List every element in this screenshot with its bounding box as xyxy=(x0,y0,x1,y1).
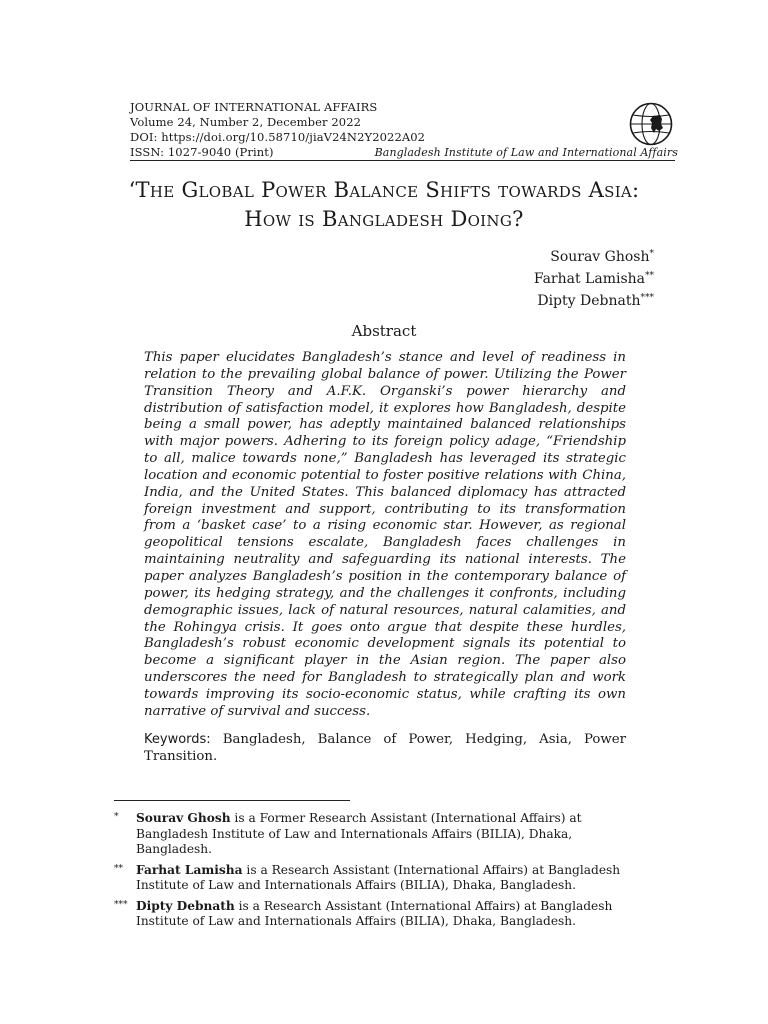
author-list xyxy=(534,246,654,312)
abstract-text: This paper elucidates Bangladesh’s stance and level of readiness in relation to the prevailing global balance of power. Utilizing the Power Transition Theory and A.F.K. Organski’s power hierarchy and distribution of satisfaction model, it explores how Bangladesh, despite being a small power, has adeptly maintained balanced relationships with major powers. Adhering to its foreign policy adage, “Friendship to all, malice towards none,” Bangladesh has leveraged its strategic location and economic potential to foster positive relations with China, India, and the United States. This balanced diplomacy has attracted foreign investment and support, contributing to its transformation from a ‘basket case’ to a rising economic star. However, as regional geopolitical tensions escalate, Bangladesh faces challenges in maintaining neutrality and safeguarding its national interests. The paper analyzes Bangladesh’s position in the contemporary balance of power, its hedging strategy, and the challenges it confronts, including demographic issues, lack of natural resources, natural calamities, and the Rohingya crisis. It goes onto argue that despite these hurdles, Bangladesh’s robust economic development signals its potential to become a significant player in the Asian region. The paper also underscores the need for Bangladesh to strategically plan and work towards improving its socio-economic status, while crafting its own narrative of survival and success. xyxy=(144,350,626,719)
author: Farhat Lamisha** xyxy=(533,271,654,287)
paper-title xyxy=(100,176,668,234)
keywords-label: Keywords: xyxy=(144,732,211,747)
footnote-mark: ** xyxy=(114,863,123,874)
author: Sourav Ghosh* xyxy=(550,249,654,265)
footnote: * Sourav Ghosh is a Former Research Assistant (International Affairs) at Bangladesh Institute of Law and Internationals Affairs (BILIA), Dhaka, Bangladesh. xyxy=(114,811,582,856)
footnote: ** Farhat Lamisha is a Research Assistant (International Affairs) at Bangladesh Institute of Law and Internationals Affairs (BILIA), Dhaka, Bangladesh. xyxy=(114,862,621,892)
journal-header xyxy=(130,100,678,160)
globe-bangladesh-logo-icon xyxy=(629,102,673,146)
abstract-heading: Abstract xyxy=(351,322,417,340)
paper-title-line-1: ‘The Global Power Balance Shifts towards Asia: xyxy=(128,178,640,202)
journal-name: JOURNAL OF INTERNATIONAL AFFAIRS xyxy=(130,100,378,114)
journal-doi[interactable]: DOI: https://doi.org/10.58710/jiaV24N2Y2022A02 xyxy=(130,130,426,144)
footnote-mark: * xyxy=(114,812,119,822)
journal-issn: ISSN: 1027-9040 (Print) xyxy=(130,145,274,159)
footnote: *** Dipty Debnath is a Research Assistant (International Affairs) at Bangladesh Institute of Law and Internationals Affairs (BILIA), Dhaka, Bangladesh. xyxy=(114,898,613,928)
footnote-rule xyxy=(114,800,350,801)
footnote-mark: *** xyxy=(114,899,128,910)
footnotes xyxy=(114,811,634,935)
header-rule xyxy=(130,160,675,161)
keywords xyxy=(144,731,626,765)
journal-institute: Bangladesh Institute of Law and International Affairs xyxy=(374,146,678,159)
paper-title-line-2: How is Bangladesh Doing? xyxy=(244,207,524,231)
author: Dipty Debnath*** xyxy=(537,293,654,309)
keywords-text: Bangladesh, Balance of Power, Hedging, Asia, Power Transition. xyxy=(144,732,626,764)
journal-volume: Volume 24, Number 2, December 2022 xyxy=(130,115,362,129)
